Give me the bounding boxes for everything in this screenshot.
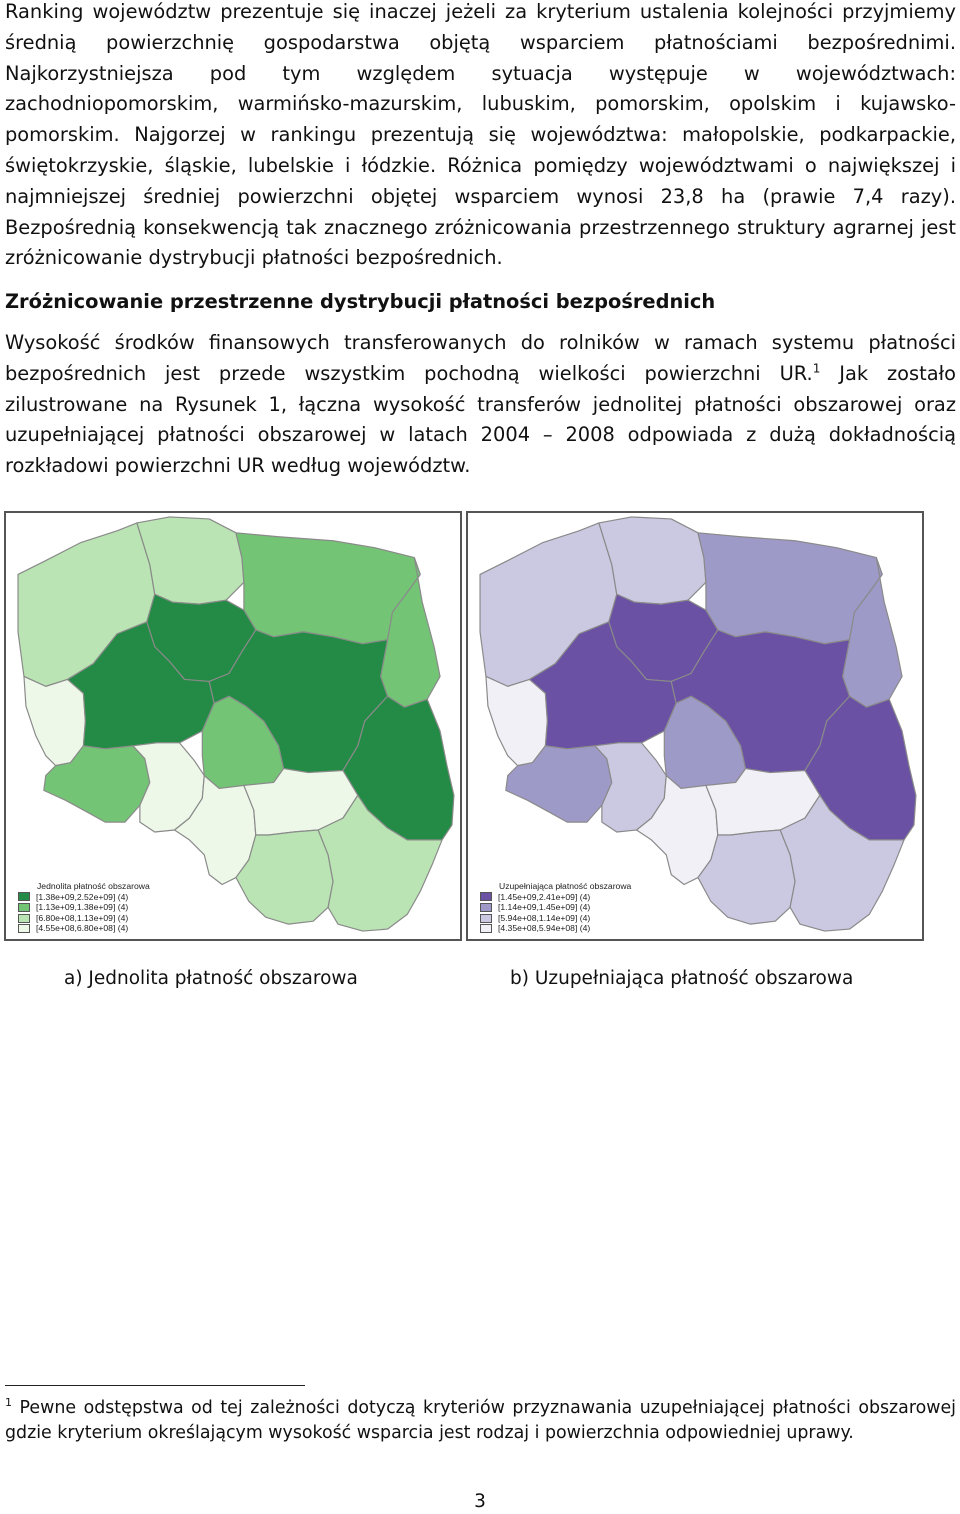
footnote bbox=[5, 1396, 956, 1445]
legend-class bbox=[18, 923, 150, 934]
footnote-text: Pewne odstępstwa od tej zależności dotyczą kryteriów przyznawania uzupełniającej płatności obszarowej gdzie kryterium określającym wysokość wsparcia jest rodzaj i powierzchnia odpowiedniej uprawy. bbox=[5, 1398, 956, 1443]
footnote-separator bbox=[5, 1385, 305, 1386]
body-paragraph bbox=[5, 328, 956, 482]
legend-class bbox=[18, 913, 150, 924]
body-paragraph-text-continued: Jak zostało zilustrowane na Rysunek 1, łączna wysokość transferów jednolitej płatności obszarowej oraz uzupełniającej płatności obszarowej w latach 2004 – 2008 odpowiada z dużą dokładnością rozkładowi powierzchni UR według województw. bbox=[5, 361, 956, 478]
legend-class bbox=[480, 913, 631, 924]
intro-paragraph: Ranking województw prezentuje się inaczej jeżeli za kryterium ustalenia kolejności przyjmiemy średnią powierzchnię gospodarstwa objętą wsparciem płatnościami bezpośrednimi. Najkorzystniejsza pod tym względem sytuacja występuje w województwach: zachodniopomorskim, warmińsko-mazurskim, lubuskim, pomorskim, opolskim i kujawsko-pomorskim. Najgorzej w rankingu prezentują się województwa: małopolskie, podkarpackie, świętokrzyskie, śląskie, lubelskie i łódzkie. Różnica pomiędzy województwami o największej i najmniejszej średniej powierzchni objętej wsparciem wynosi 23,8 ha (prawie 7,4 razy). Bezpośrednią konsekwencją tak znacznego zróżnicowania przestrzennego struktury agrarnej jest zróżnicowanie dystrybucji płatności bezpośrednich. bbox=[5, 0, 956, 270]
legend-swatch bbox=[18, 914, 30, 923]
legend-swatch bbox=[480, 924, 492, 933]
legend-swatch bbox=[480, 903, 492, 912]
section-heading: Zróżnicowanie przestrzenne dystrybucji płatności bezpośrednich bbox=[5, 290, 716, 313]
legend-label: [1.14e+09,1.45e+09] (4) bbox=[498, 902, 591, 913]
region-lubuskie bbox=[24, 676, 85, 765]
legend-label: [4.55e+08,6.80e+08] (4) bbox=[36, 923, 129, 934]
legend-label: [6.80e+08,1.13e+09] (4) bbox=[36, 912, 129, 923]
legend-swatch bbox=[480, 892, 492, 901]
map-legend bbox=[18, 881, 150, 934]
legend-swatch bbox=[18, 903, 30, 912]
map-jednolita-platnosc bbox=[4, 511, 462, 941]
page-number: 3 bbox=[474, 1491, 486, 1512]
legend-swatch bbox=[480, 914, 492, 923]
legend-title: Jednolita płatność obszarowa bbox=[37, 881, 150, 891]
legend-class bbox=[18, 902, 150, 913]
legend-class bbox=[18, 892, 150, 903]
map-legend bbox=[480, 881, 631, 934]
legend-class bbox=[480, 902, 631, 913]
legend-label: [1.45e+09,2.41e+09] (4) bbox=[498, 891, 591, 902]
legend-class bbox=[480, 892, 631, 903]
caption-map-b: b) Uzupełniająca płatność obszarowa bbox=[510, 968, 854, 989]
legend-label: [1.13e+09,1.38e+09] (4) bbox=[36, 902, 129, 913]
legend-label: [5.94e+08,1.14e+09] (4) bbox=[498, 912, 591, 923]
footnote-number: 1 bbox=[5, 1396, 12, 1410]
caption-map-a: a) Jednolita płatność obszarowa bbox=[64, 968, 358, 989]
legend-class bbox=[480, 923, 631, 934]
legend-swatch bbox=[18, 892, 30, 901]
footnote-reference[interactable]: 1 bbox=[812, 361, 821, 376]
legend-label: [4.35e+08,5.94e+08] (4) bbox=[498, 923, 591, 934]
legend-swatch bbox=[18, 924, 30, 933]
legend-label: [1.38e+09,2.52e+09] (4) bbox=[36, 891, 129, 902]
legend-title: Uzupełniająca płatność obszarowa bbox=[499, 881, 632, 891]
region-lubuskie bbox=[486, 676, 547, 765]
map-uzupelniajaca-platnosc bbox=[466, 511, 924, 941]
body-paragraph-text: Wysokość środków finansowych transferowanych do rolników w ramach systemu płatności bezpośrednich jest przede wszystkim pochodną wielkości powierzchni UR. bbox=[5, 331, 956, 385]
